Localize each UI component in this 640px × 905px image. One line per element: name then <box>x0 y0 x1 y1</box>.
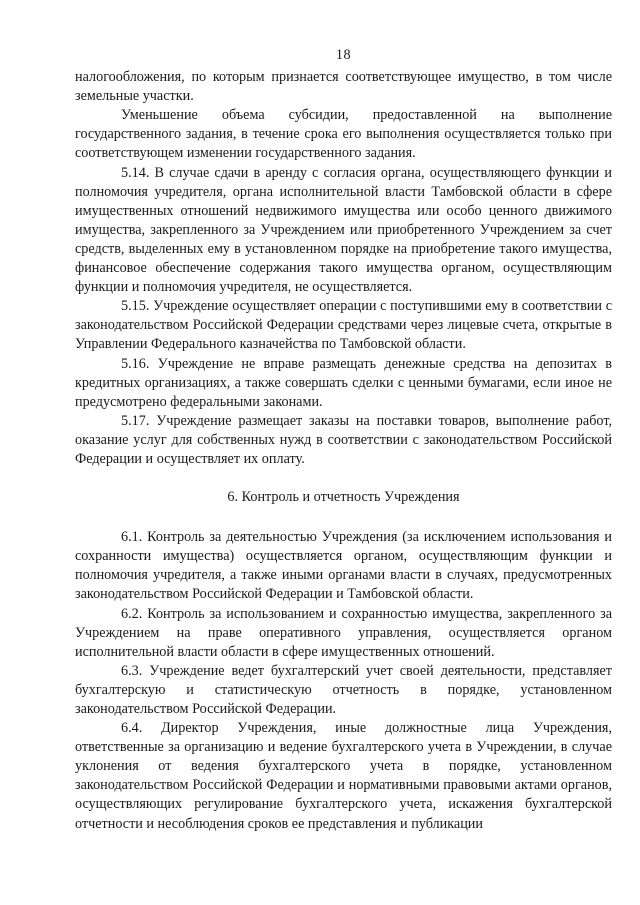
paragraph-6-2: 6.2. Контроль за использованием и сохранностью имущества, закрепленного за Учреждением на праве оперативного управления, осуществляется органом исполнительной власти области в сфере имущественных отношений. <box>75 605 612 660</box>
paragraphs-before-section <box>75 68 612 469</box>
paragraph-5-14: 5.14. В случае сдачи в аренду с согласия органа, осуществляющего функции и полномочия учредителя, органа исполнительной власти Тамбовской области в сфере имущественных отношений недвижимого имущества или особо ценного движимого имущества, закрепленного за Учреждением или приобретенного Учреждением за счет средств, выделенных ему в установленном порядке на приобретение такого имущества, финансовое обеспечение содержания такого имущества органом, осуществляющим функции и полномочия учредителя, не осуществляется. <box>75 164 612 296</box>
paragraph-subsidy-reduction: Уменьшение объема субсидии, предоставленной на выполнение государственного задания, в течение срока его выполнения осуществляется только при соответствующем изменении государственного задания. <box>75 107 612 162</box>
paragraph-6-3: 6.3. Учреждение ведет бухгалтерский учет своей деятельности, представляет бухгалтерскую и статистическую отчетность в порядке, установленном законодательством Российской Федерации. <box>75 662 612 717</box>
document-page <box>75 46 612 834</box>
paragraphs-after-section <box>75 528 612 834</box>
paragraph-6-4: 6.4. Директор Учреждения, иные должностные лица Учреждения, ответственные за организацию и ведение бухгалтерского учета в Учреждении, в случае уклонения от ведения бухгалтерского учета в порядке, установленном законодательством Российской Федерации и нормативными правовыми актами органов, осуществляющих регулирование бухгалтерского учета, искажения бухгалтерской отчетности и несоблюдения сроков ее представления и публикации <box>75 720 612 832</box>
paragraph-5-17: 5.17. Учреждение размещает заказы на поставки товаров, выполнение работ, оказание услуг для собственных нужд в соответствии с законодательством Российской Федерации и осуществляет их оплату. <box>75 412 612 467</box>
paragraph-continuation: налогообложения, по которым признается соответствующее имущество, в том числе земельные участки. <box>75 69 612 105</box>
page-number: 18 <box>335 47 352 63</box>
paragraph-5-16: 5.16. Учреждение не вправе размещать денежные средства на депозитах в кредитных организациях, а также совершать сделки с ценными бумагами, если иное не предусмотрено федеральными законами. <box>75 355 612 410</box>
section-heading: 6. Контроль и отчетность Учреждения <box>227 489 460 506</box>
paragraph-5-15: 5.15. Учреждение осуществляет операции с поступившими ему в соответствии с законодательством Российской Федерации средствами через лицевые счета, открытые в Управлении Федерального казначейства по Тамбовской области. <box>75 298 612 353</box>
paragraph-6-1: 6.1. Контроль за деятельностью Учреждения (за исключением использования и сохранности имущества) осуществляется органом, осуществляющим функции и полномочия учредителя, а также иными органами власти в случаях, предусмотренных законодательством Российской Федерации и Тамбовской области. <box>75 529 612 603</box>
